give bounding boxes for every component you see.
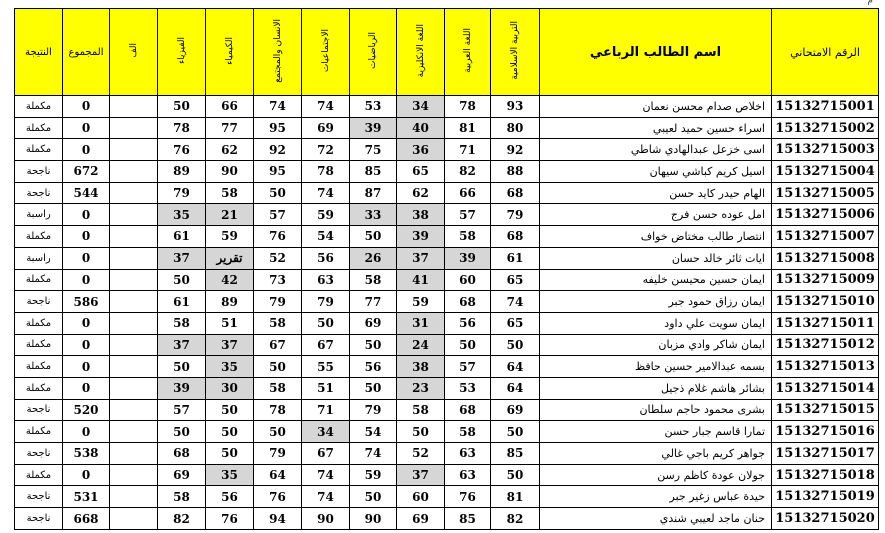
- table-row: [15, 269, 879, 291]
- cell-english: 37: [397, 464, 445, 486]
- table-row: [15, 117, 879, 139]
- cell-civics: 92: [254, 139, 302, 161]
- cell-civics: 58: [254, 377, 302, 399]
- cell-total: 0: [63, 139, 110, 161]
- cell-result: مكملة: [15, 334, 63, 356]
- cell-total: 0: [63, 421, 110, 443]
- cell-math: 50: [350, 377, 397, 399]
- cell-civics: 76: [254, 486, 302, 508]
- cell-id: 15132715009: [772, 269, 879, 291]
- cell-math: 50: [350, 486, 397, 508]
- cell-id: 15132715002: [772, 117, 879, 139]
- cell-physics: 57: [158, 399, 206, 421]
- cell-english: 31: [397, 312, 445, 334]
- cell-result: مكملة: [15, 139, 63, 161]
- table-row: [15, 377, 879, 399]
- cell-chemistry: 35: [206, 356, 254, 378]
- cell-islamic: 92: [491, 139, 540, 161]
- cell-name: بشرى محمود حاجم سلطان: [540, 399, 772, 421]
- cell-id: 15132715020: [772, 508, 879, 530]
- cell-chemistry: 51: [206, 312, 254, 334]
- table-row: [15, 356, 879, 378]
- cell-id: 15132715013: [772, 356, 879, 378]
- cell-extra: [110, 291, 158, 313]
- cell-id: 15132715015: [772, 399, 879, 421]
- cell-physics: 58: [158, 312, 206, 334]
- cell-english: 58: [397, 399, 445, 421]
- cell-id: 15132715006: [772, 204, 879, 226]
- cell-english: 65: [397, 161, 445, 183]
- cell-civics: 94: [254, 508, 302, 530]
- cell-social: 59: [302, 204, 350, 226]
- cell-chemistry: 58: [206, 182, 254, 204]
- cell-english: 60: [397, 486, 445, 508]
- cell-math: 87: [350, 182, 397, 204]
- cell-islamic: 65: [491, 269, 540, 291]
- cell-arabic: 39: [445, 247, 491, 269]
- cell-math: 75: [350, 139, 397, 161]
- cell-arabic: 57: [445, 356, 491, 378]
- cell-chemistry: 66: [206, 96, 254, 118]
- cell-arabic: 85: [445, 508, 491, 530]
- cell-english: 23: [397, 377, 445, 399]
- cell-social: 72: [302, 139, 350, 161]
- cell-chemistry: 21: [206, 204, 254, 226]
- cell-id: 15132715005: [772, 182, 879, 204]
- table-row: [15, 226, 879, 248]
- cell-total: 0: [63, 356, 110, 378]
- cell-result: ناجحة: [15, 399, 63, 421]
- cell-islamic: 68: [491, 182, 540, 204]
- cell-chemistry: 37: [206, 334, 254, 356]
- cell-arabic: 57: [445, 204, 491, 226]
- cell-id: 15132715003: [772, 139, 879, 161]
- cell-id: 15132715007: [772, 226, 879, 248]
- cell-extra: [110, 399, 158, 421]
- cell-extra: [110, 443, 158, 465]
- cell-arabic: 60: [445, 269, 491, 291]
- cell-result: مكملة: [15, 312, 63, 334]
- cell-civics: 67: [254, 334, 302, 356]
- cell-result: مكملة: [15, 356, 63, 378]
- cell-chemistry: 62: [206, 139, 254, 161]
- cell-physics: 37: [158, 247, 206, 269]
- cell-math: 58: [350, 269, 397, 291]
- cell-id: 15132715001: [772, 96, 879, 118]
- cell-arabic: 53: [445, 377, 491, 399]
- cell-islamic: 68: [491, 226, 540, 248]
- cell-arabic: 68: [445, 399, 491, 421]
- cell-arabic: 63: [445, 443, 491, 465]
- table-row: [15, 334, 879, 356]
- cell-total: 0: [63, 377, 110, 399]
- cell-total: 0: [63, 204, 110, 226]
- cell-result: مكملة: [15, 96, 63, 118]
- cell-english: 38: [397, 204, 445, 226]
- cell-social: 50: [302, 312, 350, 334]
- cell-math: 39: [350, 117, 397, 139]
- cell-social: 67: [302, 443, 350, 465]
- cell-islamic: 50: [491, 334, 540, 356]
- cell-social: 34: [302, 421, 350, 443]
- top-note: م: [867, 0, 873, 6]
- cell-islamic: 81: [491, 486, 540, 508]
- cell-physics: 37: [158, 334, 206, 356]
- cell-name: اسى خزعل عبدالهادي شاطي: [540, 139, 772, 161]
- cell-name: انتصار طالب مختاض خواف: [540, 226, 772, 248]
- cell-islamic: 85: [491, 443, 540, 465]
- cell-id: 15132715004: [772, 161, 879, 183]
- cell-total: 531: [63, 486, 110, 508]
- cell-extra: [110, 247, 158, 269]
- cell-civics: 79: [254, 291, 302, 313]
- cell-total: 0: [63, 334, 110, 356]
- cell-math: 77: [350, 291, 397, 313]
- cell-result: ناجحة: [15, 508, 63, 530]
- cell-math: 33: [350, 204, 397, 226]
- cell-extra: [110, 421, 158, 443]
- cell-math: 69: [350, 312, 397, 334]
- cell-total: 0: [63, 269, 110, 291]
- cell-name: حنان ماجد لعيبي شندي: [540, 508, 772, 530]
- cell-physics: 61: [158, 291, 206, 313]
- cell-extra: [110, 312, 158, 334]
- cell-name: بشائر هاشم غلام ذجيل: [540, 377, 772, 399]
- cell-math: 50: [350, 226, 397, 248]
- cell-chemistry: 30: [206, 377, 254, 399]
- cell-islamic: 61: [491, 247, 540, 269]
- cell-english: 36: [397, 139, 445, 161]
- cell-islamic: 69: [491, 399, 540, 421]
- cell-physics: 39: [158, 377, 206, 399]
- cell-arabic: 81: [445, 117, 491, 139]
- cell-social: 78: [302, 161, 350, 183]
- cell-islamic: 64: [491, 377, 540, 399]
- cell-extra: [110, 182, 158, 204]
- cell-islamic: 93: [491, 96, 540, 118]
- cell-name: ايات ثائر خالد حسان: [540, 247, 772, 269]
- cell-english: 62: [397, 182, 445, 204]
- header-arabic: اللغة العربية: [445, 9, 491, 96]
- cell-civics: 50: [254, 182, 302, 204]
- cell-name: حيدة عباس زغير جبر: [540, 486, 772, 508]
- header-social: الاجتماعيات: [302, 9, 350, 96]
- cell-math: 54: [350, 421, 397, 443]
- cell-social: 63: [302, 269, 350, 291]
- cell-chemistry: 42: [206, 269, 254, 291]
- cell-total: 586: [63, 291, 110, 313]
- cell-physics: 58: [158, 486, 206, 508]
- cell-extra: [110, 117, 158, 139]
- cell-physics: 35: [158, 204, 206, 226]
- cell-physics: 50: [158, 421, 206, 443]
- cell-extra: [110, 486, 158, 508]
- cell-social: 69: [302, 117, 350, 139]
- cell-extra: [110, 377, 158, 399]
- table-row: [15, 247, 879, 269]
- cell-english: 40: [397, 117, 445, 139]
- cell-social: 51: [302, 377, 350, 399]
- cell-chemistry: 50: [206, 421, 254, 443]
- table-row: [15, 486, 879, 508]
- header-row: [15, 9, 879, 96]
- cell-english: 38: [397, 356, 445, 378]
- header-islamic: التربية الاسلامية: [491, 9, 540, 96]
- cell-islamic: 65: [491, 312, 540, 334]
- cell-arabic: 71: [445, 139, 491, 161]
- table-row: [15, 291, 879, 313]
- cell-islamic: 50: [491, 421, 540, 443]
- cell-result: ناجحة: [15, 161, 63, 183]
- cell-civics: 52: [254, 247, 302, 269]
- cell-social: 54: [302, 226, 350, 248]
- cell-social: 71: [302, 399, 350, 421]
- header-id: الرقم الامتحاني: [772, 9, 879, 96]
- cell-math: 59: [350, 464, 397, 486]
- cell-math: 74: [350, 443, 397, 465]
- cell-math: 85: [350, 161, 397, 183]
- cell-result: مكملة: [15, 117, 63, 139]
- cell-math: 56: [350, 356, 397, 378]
- cell-english: 37: [397, 247, 445, 269]
- cell-civics: 50: [254, 356, 302, 378]
- cell-chemistry: 50: [206, 443, 254, 465]
- cell-civics: 74: [254, 96, 302, 118]
- table-row: [15, 421, 879, 443]
- cell-total: 0: [63, 96, 110, 118]
- cell-civics: 78: [254, 399, 302, 421]
- cell-islamic: 88: [491, 161, 540, 183]
- table-row: [15, 161, 879, 183]
- cell-physics: 61: [158, 226, 206, 248]
- cell-civics: 76: [254, 226, 302, 248]
- cell-civics: 79: [254, 443, 302, 465]
- cell-extra: [110, 139, 158, 161]
- cell-result: مكملة: [15, 269, 63, 291]
- cell-result: مكملة: [15, 464, 63, 486]
- cell-extra: [110, 356, 158, 378]
- cell-id: 15132715008: [772, 247, 879, 269]
- cell-extra: [110, 96, 158, 118]
- cell-english: 24: [397, 334, 445, 356]
- cell-physics: 68: [158, 443, 206, 465]
- cell-civics: 58: [254, 312, 302, 334]
- cell-islamic: 64: [491, 356, 540, 378]
- cell-physics: 82: [158, 508, 206, 530]
- cell-physics: 50: [158, 269, 206, 291]
- cell-social: 74: [302, 486, 350, 508]
- cell-chemistry: 76: [206, 508, 254, 530]
- cell-english: 52: [397, 443, 445, 465]
- cell-name: تمارا قاسم جبار حسن: [540, 421, 772, 443]
- cell-id: 15132715017: [772, 443, 879, 465]
- cell-chemistry: 35: [206, 464, 254, 486]
- cell-social: 55: [302, 356, 350, 378]
- table-row: [15, 443, 879, 465]
- cell-english: 50: [397, 421, 445, 443]
- cell-name: بسمه عبدالامير حسين حافظ: [540, 356, 772, 378]
- table-row: [15, 399, 879, 421]
- cell-total: 544: [63, 182, 110, 204]
- header-chemistry: الكيمياء: [206, 9, 254, 96]
- cell-result: ناجحة: [15, 291, 63, 313]
- cell-result: مكملة: [15, 226, 63, 248]
- cell-name: امل عوده حسن فرج: [540, 204, 772, 226]
- cell-total: 668: [63, 508, 110, 530]
- cell-math: 50: [350, 334, 397, 356]
- cell-result: راسبة: [15, 204, 63, 226]
- table-row: [15, 182, 879, 204]
- cell-math: 26: [350, 247, 397, 269]
- table-row: [15, 96, 879, 118]
- cell-chemistry: 89: [206, 291, 254, 313]
- top-strip: [0, 0, 885, 8]
- cell-total: 0: [63, 312, 110, 334]
- cell-arabic: 50: [445, 334, 491, 356]
- cell-extra: [110, 161, 158, 183]
- cell-arabic: 58: [445, 226, 491, 248]
- cell-islamic: 79: [491, 204, 540, 226]
- cell-social: 90: [302, 508, 350, 530]
- cell-result: ناجحة: [15, 443, 63, 465]
- cell-math: 79: [350, 399, 397, 421]
- cell-result: راسبة: [15, 247, 63, 269]
- cell-extra: [110, 508, 158, 530]
- cell-total: 520: [63, 399, 110, 421]
- cell-chemistry: 50: [206, 399, 254, 421]
- cell-total: 672: [63, 161, 110, 183]
- cell-id: 15132715011: [772, 312, 879, 334]
- header-math: الرياضيات: [350, 9, 397, 96]
- cell-result: مكملة: [15, 421, 63, 443]
- cell-civics: 73: [254, 269, 302, 291]
- table-row: [15, 508, 879, 530]
- cell-chemistry: 56: [206, 486, 254, 508]
- cell-name: اسيل كريم كباشي سيهان: [540, 161, 772, 183]
- table-row: [15, 139, 879, 161]
- cell-physics: 50: [158, 96, 206, 118]
- cell-physics: 76: [158, 139, 206, 161]
- cell-civics: 64: [254, 464, 302, 486]
- cell-id: 15132715019: [772, 486, 879, 508]
- cell-name: جولان عودة كاظم رسن: [540, 464, 772, 486]
- cell-arabic: 78: [445, 96, 491, 118]
- cell-id: 15132715010: [772, 291, 879, 313]
- cell-islamic: 50: [491, 464, 540, 486]
- cell-social: 74: [302, 464, 350, 486]
- cell-islamic: 74: [491, 291, 540, 313]
- cell-name: ايمان شاكر وادي مزبان: [540, 334, 772, 356]
- cell-total: 0: [63, 247, 110, 269]
- cell-arabic: 82: [445, 161, 491, 183]
- header-total: المجموع: [63, 9, 110, 96]
- cell-extra: [110, 464, 158, 486]
- cell-arabic: 58: [445, 421, 491, 443]
- cell-civics: 95: [254, 161, 302, 183]
- cell-id: 15132715016: [772, 421, 879, 443]
- cell-id: 15132715014: [772, 377, 879, 399]
- cell-islamic: 80: [491, 117, 540, 139]
- cell-arabic: 66: [445, 182, 491, 204]
- cell-chemistry: 90: [206, 161, 254, 183]
- cell-math: 90: [350, 508, 397, 530]
- cell-arabic: 63: [445, 464, 491, 486]
- cell-civics: 95: [254, 117, 302, 139]
- cell-result: مكملة: [15, 377, 63, 399]
- cell-id: 15132715012: [772, 334, 879, 356]
- header-result: النتيجة: [15, 9, 63, 96]
- header-civics: الانسان والمجتمع: [254, 9, 302, 96]
- header-name: اسم الطالب الرباعي: [540, 9, 772, 96]
- cell-name: جواهر كريم باجي غالي: [540, 443, 772, 465]
- cell-extra: [110, 226, 158, 248]
- results-table: [14, 8, 879, 530]
- cell-total: 538: [63, 443, 110, 465]
- header-extra: الف: [110, 9, 158, 96]
- cell-name: ايمان حسين محيسن خليفه: [540, 269, 772, 291]
- cell-chemistry: 77: [206, 117, 254, 139]
- cell-result: ناجحة: [15, 486, 63, 508]
- table-row: [15, 204, 879, 226]
- cell-social: 56: [302, 247, 350, 269]
- cell-english: 69: [397, 508, 445, 530]
- cell-name: الهام حيدر كايد حسن: [540, 182, 772, 204]
- cell-arabic: 68: [445, 291, 491, 313]
- cell-social: 74: [302, 182, 350, 204]
- header-english: اللغة الانكليزية: [397, 9, 445, 96]
- cell-name: اسراء حسين حميد لعيبي: [540, 117, 772, 139]
- cell-physics: 69: [158, 464, 206, 486]
- cell-name: اخلاص صدام محسن نعمان: [540, 96, 772, 118]
- cell-english: 34: [397, 96, 445, 118]
- cell-english: 41: [397, 269, 445, 291]
- cell-total: 0: [63, 464, 110, 486]
- cell-math: 53: [350, 96, 397, 118]
- cell-physics: 79: [158, 182, 206, 204]
- header-physics: الفيزياء: [158, 9, 206, 96]
- cell-chemistry: تقرير: [206, 247, 254, 269]
- cell-total: 0: [63, 226, 110, 248]
- cell-extra: [110, 204, 158, 226]
- cell-id: 15132715018: [772, 464, 879, 486]
- cell-social: 67: [302, 334, 350, 356]
- cell-arabic: 76: [445, 486, 491, 508]
- cell-islamic: 82: [491, 508, 540, 530]
- cell-name: ايمان رزاق حمود جبر: [540, 291, 772, 313]
- cell-physics: 89: [158, 161, 206, 183]
- table-row: [15, 312, 879, 334]
- cell-arabic: 56: [445, 312, 491, 334]
- cell-physics: 78: [158, 117, 206, 139]
- cell-social: 74: [302, 96, 350, 118]
- cell-chemistry: 59: [206, 226, 254, 248]
- cell-extra: [110, 334, 158, 356]
- cell-english: 39: [397, 226, 445, 248]
- cell-social: 79: [302, 291, 350, 313]
- cell-civics: 57: [254, 204, 302, 226]
- cell-total: 0: [63, 117, 110, 139]
- cell-extra: [110, 269, 158, 291]
- cell-name: ايمان سويت علي داود: [540, 312, 772, 334]
- cell-physics: 50: [158, 356, 206, 378]
- cell-civics: 50: [254, 421, 302, 443]
- cell-english: 59: [397, 291, 445, 313]
- cell-result: ناجحة: [15, 182, 63, 204]
- table-row: [15, 464, 879, 486]
